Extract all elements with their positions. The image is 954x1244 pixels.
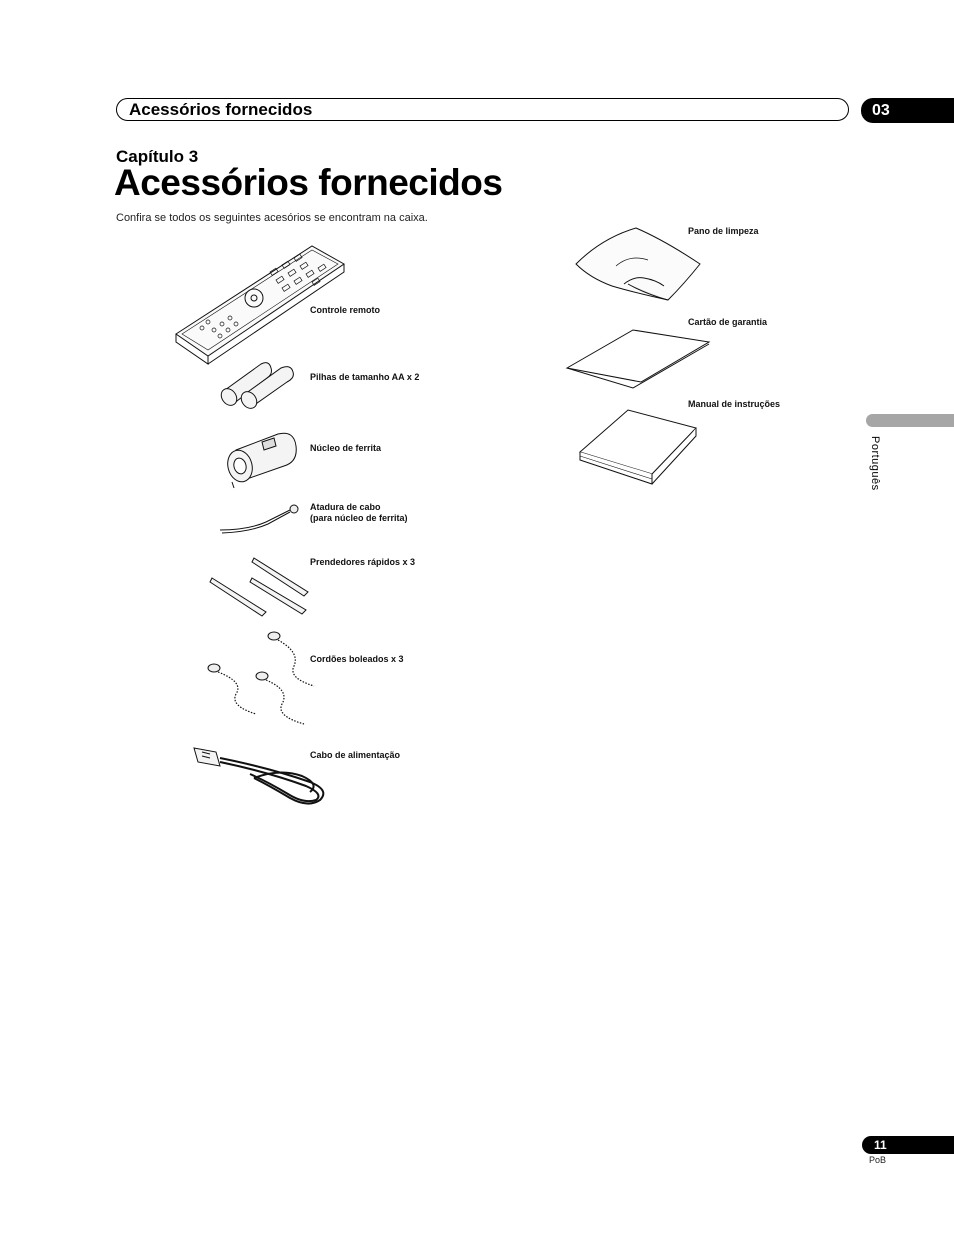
warranty-card-illustration [563, 328, 713, 390]
item-label-cable-tie: Atadura de cabo (para núcleo de ferrita) [310, 502, 408, 523]
section-header-title: Acessórios fornecidos [129, 100, 313, 119]
language-label: Português [869, 436, 881, 491]
cleaning-cloth-illustration [572, 224, 704, 304]
page-number: 11 [862, 1136, 954, 1154]
item-label-warranty-card: Cartão de garantia [688, 317, 768, 327]
quick-clamps-illustration [208, 552, 314, 618]
section-header-bar [116, 98, 849, 121]
language-code: PoB [869, 1155, 887, 1165]
item-label-batteries: Pilhas de tamanho AA x 2 [310, 372, 420, 382]
battery-illustration [219, 360, 303, 410]
cable-tie-illustration [218, 500, 304, 540]
item-label-quick-clamps: Prendedores rápidos x 3 [310, 557, 416, 567]
chapter-number-tab: 03 [861, 98, 954, 123]
page-title: Acessórios fornecidos [114, 162, 503, 203]
ferrite-core-illustration [222, 430, 302, 490]
language-side-tab [866, 414, 954, 427]
intro-text: Confira se todos os seguintes acesórios se encontram na caixa. [116, 212, 428, 224]
item-label-operating-instructions: Manual de instruções [688, 399, 781, 409]
item-label-bead-bands: Cordões boleados x 3 [310, 654, 404, 664]
operating-instructions-illustration [578, 408, 700, 488]
chapter-label: Capítulo 3 [116, 147, 199, 166]
item-label-ferrite-core: Núcleo de ferrita [310, 443, 382, 453]
item-label-power-cord: Cabo de alimentação [310, 750, 401, 760]
item-label-remote-control: Controle remoto [310, 305, 381, 315]
bead-bands-illustration [204, 628, 320, 728]
remote-control-illustration [172, 238, 347, 366]
power-cord-illustration [190, 738, 332, 810]
item-label-cleaning-cloth: Pano de limpeza [688, 226, 759, 236]
